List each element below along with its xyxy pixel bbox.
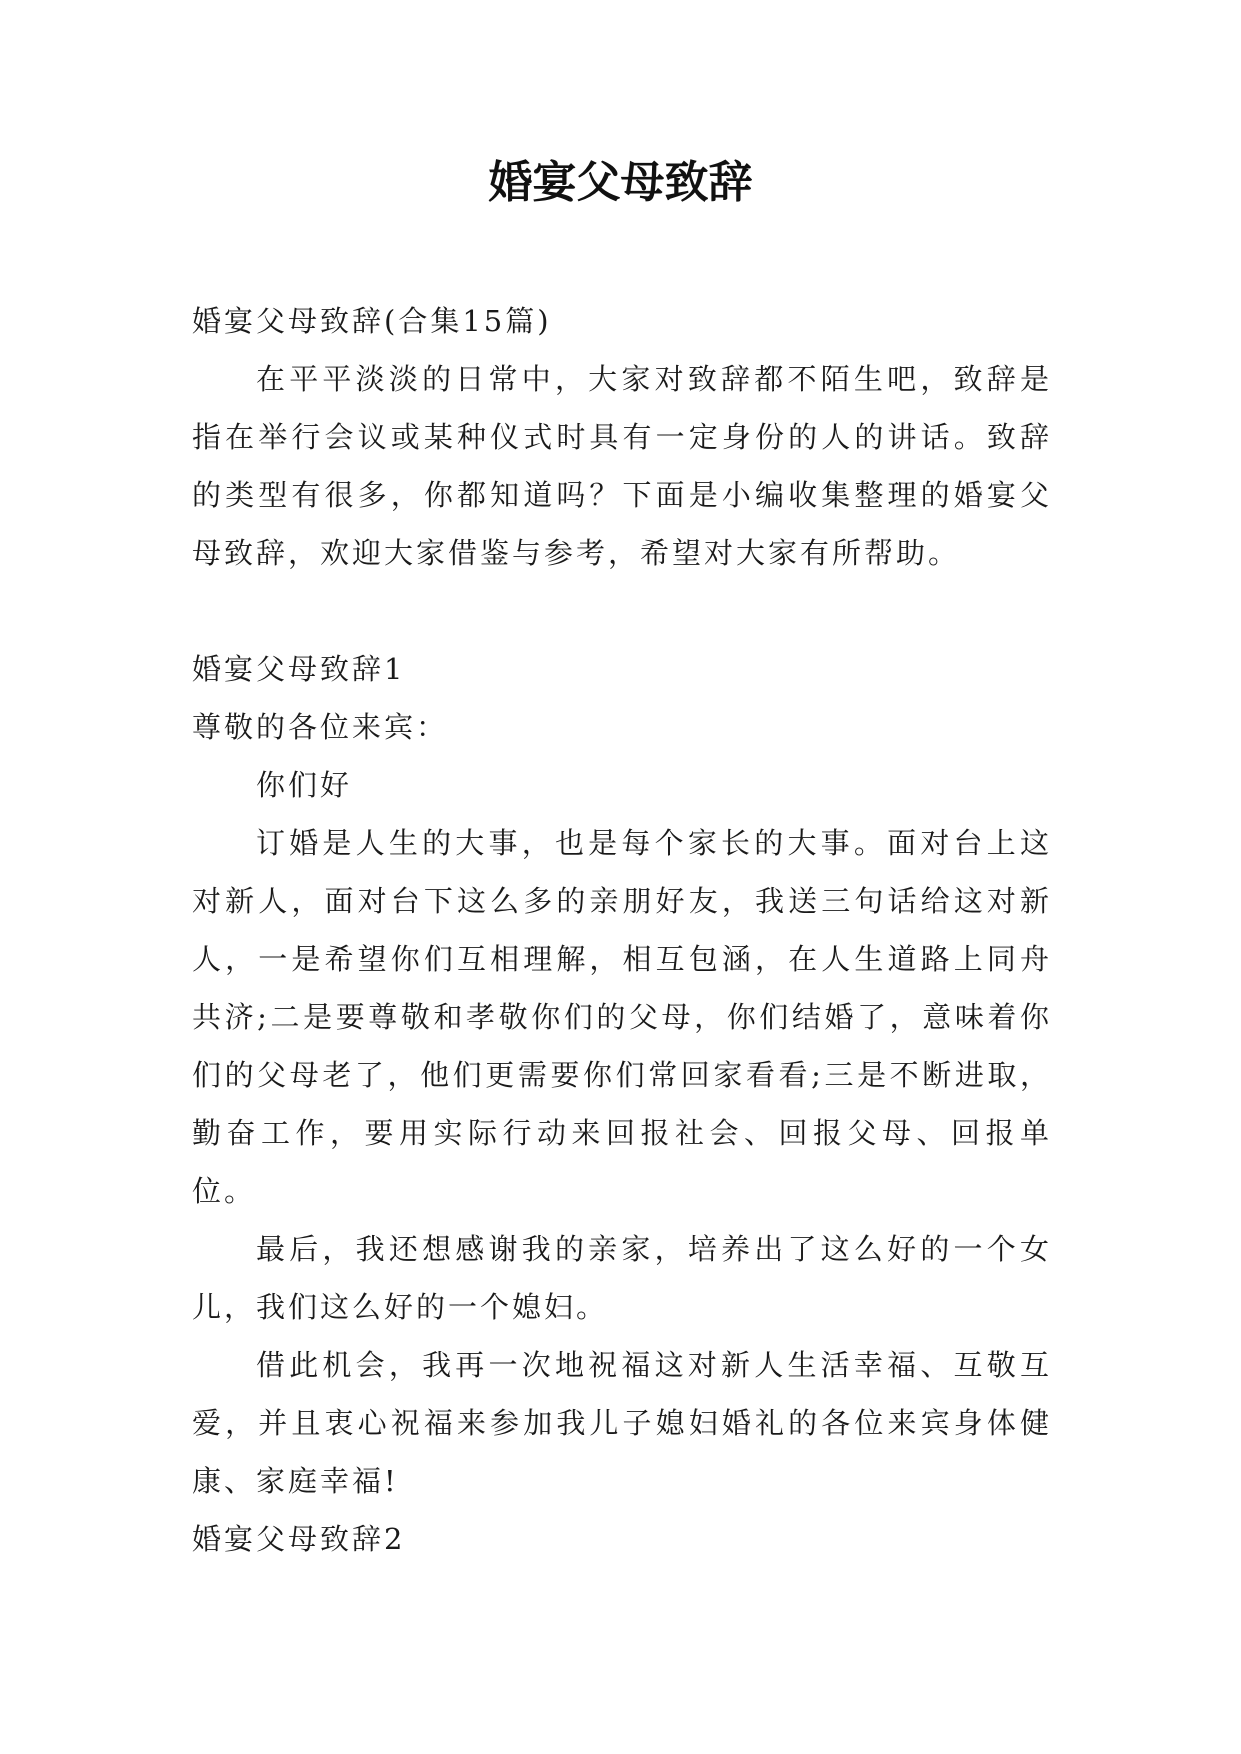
intro-paragraph: 在平平淡淡的日常中，大家对致辞都不陌生吧，致辞是指在举行会议或某种仪式时具有一定身份的人的讲话。致辞的类型有很多，你都知道吗？下面是小编收集整理的婚宴父母致辞，欢迎大家借鉴与参考，希望对大家有所帮助。: [192, 362, 1052, 570]
body-paragraph: 最后，我还想感谢我的亲家，培养出了这么好的一个女儿，我们这么好的一个媳妇。: [192, 1232, 1052, 1324]
greeting: 你们好: [256, 768, 353, 802]
body-paragraph: 借此机会，我再一次地祝福这对新人生活幸福、互敬互爱，并且衷心祝福来参加我儿子媳妇婚礼的各位来宾身体健康、家庭幸福!: [192, 1348, 1052, 1498]
section-spacer: [192, 582, 1052, 640]
section-heading-2: 婚宴父母致辞2: [192, 1522, 406, 1556]
document-subtitle: 婚宴父母致辞(合集15篇): [192, 304, 552, 338]
section-heading-1: 婚宴父母致辞1: [192, 652, 406, 686]
salutation: 尊敬的各位来宾：: [192, 710, 449, 744]
body-paragraph: 订婚是人生的大事，也是每个家长的大事。面对台上这对新人，面对台下这么多的亲朋好友，我送三句话给这对新人，一是希望你们互相理解，相互包涵，在人生道路上同舟共济;二是要尊敬和孝敬你们的父母，你们结婚了，意味着你们的父母老了，他们更需要你们常回家看看;三是不断进取，勤奋工作，要用实际行动来回报社会、回报父母、回报单位。: [192, 826, 1052, 1208]
document-body: [192, 292, 1052, 1568]
document-title: 婚宴父母致辞: [488, 157, 753, 208]
